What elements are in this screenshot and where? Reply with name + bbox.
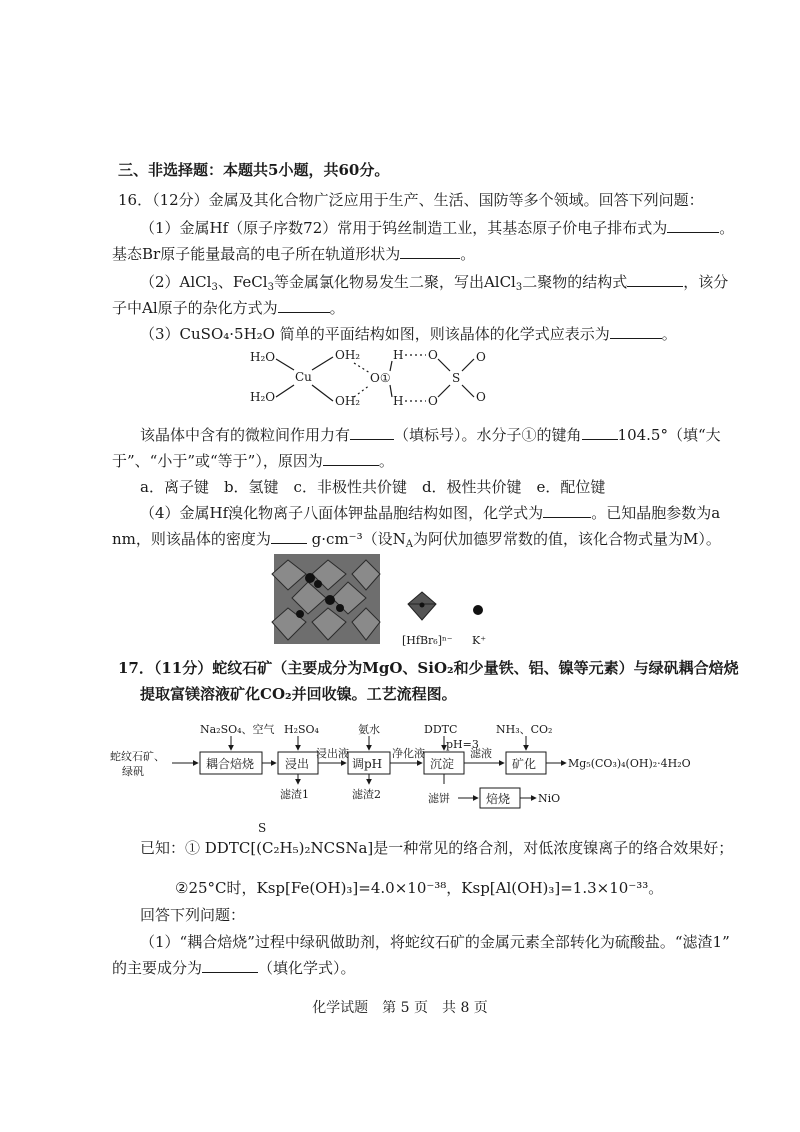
q16-p3-end2: 。 bbox=[378, 452, 394, 470]
h-top: H bbox=[393, 348, 404, 362]
answer-blank[interactable] bbox=[667, 218, 719, 233]
flow-add-ddtc: DDTC bbox=[424, 723, 458, 736]
q17-known1 bbox=[140, 838, 733, 858]
cu-atom: Cu bbox=[295, 370, 312, 384]
ddtc-s-label: S bbox=[258, 821, 267, 835]
q16-p2-line2 bbox=[112, 298, 345, 318]
q16-p1-line2 bbox=[112, 244, 475, 264]
q17-known-label: 已知： bbox=[140, 839, 186, 857]
q16-p4-line1 bbox=[140, 503, 720, 523]
o-right-top: O bbox=[476, 350, 486, 364]
answer-blank[interactable] bbox=[271, 529, 307, 544]
h2o-top-left: H₂O bbox=[250, 350, 276, 364]
q17-q1-text: 的主要成分为 bbox=[112, 959, 203, 977]
flow-add-ammonia: 氨水 bbox=[358, 723, 380, 736]
q16-p3-end: 。 bbox=[661, 325, 677, 343]
flow-box3-label: 调pH bbox=[352, 757, 383, 771]
flow-product-mg: Mg₅(CO₃)₄(OH)₂·4H₂O bbox=[568, 757, 691, 770]
flow-input-vitriol: 绿矾 bbox=[122, 765, 144, 778]
answer-blank[interactable] bbox=[610, 324, 662, 339]
flow-filter-cake: 滤饼 bbox=[428, 792, 450, 805]
q16-p1-line1 bbox=[140, 218, 734, 238]
q16-p2-line1: （2）AlCl$_3$、FeCl$_3$等金属氯化物易发生二聚，写出AlCl$_3$二聚物的结构式 ，该分 bbox=[140, 273, 729, 293]
answer-blank[interactable] bbox=[202, 958, 258, 973]
q16-options: a．离子键 b．氢键 c．非极性共价键 d．极性共价键 e．配位键 bbox=[140, 478, 606, 496]
q16-p2-text-c: 等金属氯化物易发生二聚，写出AlCl bbox=[273, 273, 516, 291]
flow-product-nio: NiO bbox=[538, 792, 561, 805]
flow-filtrate: 滤液 bbox=[470, 747, 492, 760]
q16-p4-text2: 。已知晶胞参数为a bbox=[591, 504, 721, 522]
answer-blank[interactable] bbox=[543, 503, 591, 518]
process-flowchart bbox=[108, 722, 708, 810]
flow-residue2: 滤渣2 bbox=[352, 788, 381, 801]
hfbr6-octahedron-icon bbox=[408, 592, 436, 620]
q17-q1-end: （填化学式）。 bbox=[258, 959, 356, 977]
water-o1: O① bbox=[370, 371, 391, 385]
hfbr6-label: [HfBr₆]ⁿ⁻ bbox=[402, 634, 453, 647]
answer-blank[interactable] bbox=[627, 272, 683, 287]
q17-q1-line1: （1）“耦合焙烧”过程中绿矾做助剂，将蛇纹石矿的金属元素全部转化为硫酸盐。“滤渣1” bbox=[140, 933, 730, 951]
h-bottom: H bbox=[393, 394, 404, 408]
q16-p2-text-b: 、FeCl bbox=[217, 273, 268, 291]
q16-p3-line2 bbox=[140, 425, 721, 445]
q16-p1-text: （1）金属Hf（原子序数72）常用于钨丝制造工业，其基态原子价电子排布式为 bbox=[140, 219, 668, 237]
flow-add-na2so4: Na₂SO₄、空气 bbox=[200, 723, 275, 736]
cuso4-structure-diagram bbox=[240, 345, 500, 413]
q16-p4-line2: nm，则该晶体的密度为 g·cm⁻³（设$N_A$为阿伏加德罗常数的值，该化合物式量为M）。 bbox=[112, 530, 721, 550]
crystal-structure-diagram bbox=[270, 552, 500, 652]
answer-blank[interactable] bbox=[323, 451, 379, 466]
flow-leachate: 浸出液 bbox=[316, 747, 349, 760]
flow-add-h2so4: H₂SO₄ bbox=[284, 723, 319, 736]
q16-p3-text: （3）CuSO₄·5H₂O 简单的平面结构如图，则该晶体的化学式应表示为 bbox=[140, 325, 610, 343]
answer-blank[interactable] bbox=[400, 244, 460, 259]
flow-box1-label: 耦合焙烧 bbox=[206, 757, 255, 771]
o-bottom: O bbox=[428, 394, 438, 408]
q16-p3-text5: 于”、“小于”或“等于”），原因为 bbox=[112, 452, 323, 470]
answer-blank[interactable] bbox=[350, 425, 394, 440]
q16-p3-line3 bbox=[112, 451, 394, 471]
answer-blank[interactable] bbox=[278, 298, 330, 313]
q16-header: 16．（12分）金属及其化合物广泛应用于生产、生活、国防等多个领域。回答下列问题： bbox=[118, 191, 704, 209]
section-title: 三、非选择题：本题共5小题，共60分。 bbox=[118, 161, 390, 179]
flow-box5-label: 矿化 bbox=[512, 757, 537, 771]
q16-p2-end: 。 bbox=[329, 299, 345, 317]
q16-p4-text3: nm，则该晶体的密度为 bbox=[112, 530, 271, 548]
q16-p2-text-e: ，该分 bbox=[683, 273, 729, 291]
q16-p2-text-a: （2）AlCl bbox=[140, 273, 212, 291]
q16-p3-text4: 104.5°（填“大 bbox=[617, 426, 721, 444]
q17-header-line1: 17．（11分）蛇纹石矿（主要成分为MgO、SiO₂和少量铁、铝、镍等元素）与绿矾耦合焙烧 bbox=[118, 659, 739, 677]
k-ion-label: K⁺ bbox=[472, 634, 487, 647]
q16-p2-text-f: 子中Al原子的杂化方式为 bbox=[112, 299, 278, 317]
q16-p4-text: （4）金属Hf溴化物离子八面体钾盐晶胞结构如图，化学式为 bbox=[140, 504, 544, 522]
h2o-bottom-left: H₂O bbox=[250, 390, 276, 404]
q16-p1-text2: 基态Br原子能量最高的电子所在轨道形状为 bbox=[112, 245, 401, 263]
flow-add-nh3-co2: NH₃、CO₂ bbox=[496, 723, 553, 736]
flow-purified: 净化液 bbox=[392, 747, 425, 760]
flow-residue1: 滤渣1 bbox=[280, 788, 309, 801]
flow-input-ore: 蛇纹石矿、 bbox=[110, 750, 165, 763]
q17-q1-line2 bbox=[112, 958, 356, 978]
s-atom: S bbox=[452, 371, 461, 385]
q16-p3-text3: （填标号）。水分子①的键角 bbox=[394, 426, 582, 444]
q16-p1-end: 。 bbox=[719, 219, 735, 237]
oh2-top: OH₂ bbox=[335, 348, 361, 362]
q17-known1-text: ① DDTC[(C₂H₅)₂NCSNa]是一种常见的络合剂，对低浓度镍离子的络合效果好； bbox=[185, 839, 734, 857]
o-right-bottom: O bbox=[476, 390, 486, 404]
q16-p3-line1 bbox=[140, 324, 677, 344]
flow-box2-label: 浸出 bbox=[285, 757, 310, 771]
k-ion-icon bbox=[473, 605, 483, 615]
q16-p4-text4: g·cm⁻³（设N bbox=[311, 530, 406, 548]
answer-blank[interactable] bbox=[582, 425, 618, 440]
q16-p2-text-d: 二聚物的结构式 bbox=[522, 273, 628, 291]
flow-box4-label: 沉淀 bbox=[430, 757, 455, 771]
q16-p3-text2: 该晶体中含有的微粒间作用力有 bbox=[140, 426, 351, 444]
q16-p1-end2: 。 bbox=[460, 245, 476, 263]
flow-ph3: pH=3 bbox=[446, 738, 479, 751]
o-top: O bbox=[428, 348, 438, 362]
flow-box6-label: 焙烧 bbox=[486, 792, 511, 806]
q17-known2: ②25°C时，Ksp[Fe(OH)₃]=4.0×10⁻³⁸，Ksp[Al(OH)₃]=1.3×10⁻³³。 bbox=[175, 879, 664, 897]
q17-header-line2: 提取富镁溶液矿化CO₂并回收镍。工艺流程图。 bbox=[140, 685, 457, 703]
page-footer: 化学试题 第 5 页 共 8 页 bbox=[312, 1000, 488, 1016]
q17-answer-prompt: 回答下列问题： bbox=[140, 906, 246, 924]
q16-p4-text5: 为阿伏加德罗常数的值，该化合物式量为M）。 bbox=[412, 530, 721, 548]
oh2-bottom: OH₂ bbox=[335, 394, 361, 408]
